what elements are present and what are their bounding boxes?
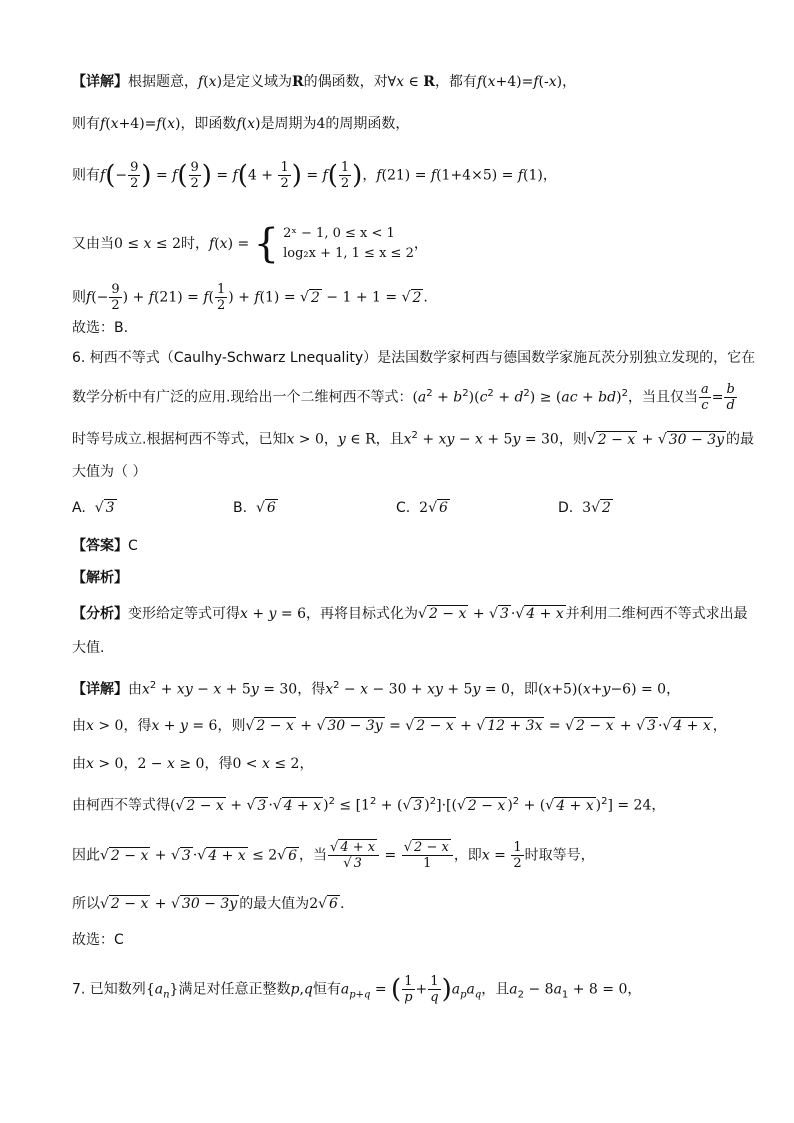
option-a: A. √ 3 bbox=[72, 500, 115, 516]
text: B. bbox=[233, 500, 248, 516]
text: 由柯西不等式得 bbox=[72, 797, 170, 814]
text: 时等号成立.根据柯西不等式，已知 bbox=[72, 431, 287, 448]
text: 恒有 bbox=[312, 981, 341, 998]
solution-line-5: 因此√ 2 − x + √ 3 ·√ 4 + x ≤ 2√ 6 ，当 $\frac{√ 4 + x}{√ 3}$ = $\frac{√ 2 - x}{1}$ ，即x = $\frac{1}{2}$ 时取等号， bbox=[72, 840, 595, 871]
text: A. bbox=[72, 500, 86, 516]
text: 时， bbox=[181, 236, 209, 252]
text: 所以 bbox=[72, 896, 100, 912]
text: 则有 bbox=[72, 167, 100, 184]
solution-line-4: 由柯西不等式得(√ 2 − x + √ 3 ·√ 4 + x )$^2 \le [1^2$ + (√ 3 )$^2$]·[(√ 2 − x )$^2$ + (√ 4 + x )$^2$] = 24， bbox=[72, 796, 666, 814]
detail-label: 【详解】 bbox=[72, 681, 128, 698]
detail-label: 【详解】 bbox=[72, 74, 128, 90]
detail-line-5: 则f(− $\frac{9}{2}$ ) + f(21) = f( $\frac{1}{2}$ ) + f(1) = √ 2 − 1 + 1 = √ 2 . bbox=[72, 282, 428, 313]
text: ，且 bbox=[481, 981, 510, 998]
text: ，得 bbox=[123, 718, 152, 734]
solution-conclusion: 故选：C bbox=[72, 932, 124, 948]
text: 是周期为 bbox=[260, 116, 317, 132]
text: 的最 bbox=[726, 431, 755, 448]
option-c: C. 2√ 6 bbox=[396, 500, 448, 516]
text: 由 bbox=[128, 681, 142, 698]
text: ，得 bbox=[204, 756, 233, 772]
text: 由 bbox=[72, 756, 86, 772]
detail-conclusion: 故选：B. bbox=[72, 320, 129, 336]
detail-line-3: 则有f(− $\frac{9}{2}$ ) = f( $\frac{9}{2}$ ) = f(4 + $\frac{1}{2}$ ) = f( $\frac{1}{2}$ )，f(21) = f(1+4×5) = f(1)， bbox=[72, 160, 557, 191]
text: ，得 bbox=[297, 681, 326, 698]
analysis-line bbox=[72, 568, 754, 588]
text: ，则 bbox=[217, 718, 246, 734]
text: 根据题意， bbox=[128, 74, 198, 90]
text: 满足对任意正整数 bbox=[178, 981, 291, 998]
text: ， bbox=[123, 756, 138, 772]
question-6-line-2: 数学分析中有广泛的应用.现给出一个二维柯西不等式：$(a^2 + b^2)(c^2 + d^2) \ge (ac + bd)^2$，当且仅当 $\frac{a}{c}$ = $\frac{b}{d}$ bbox=[72, 382, 735, 413]
solution-line-3: 由x > 0，2 − x ≥ 0，得0 < x ≤ 2， bbox=[72, 756, 314, 772]
text: 的最大值为 bbox=[239, 896, 310, 912]
detail-line-4: 又由当0 ≤ x ≤ 2时，f(x) = { 2ˣ − 1, 0 ≤ x < 1 log₂x + 1, 1 ≤ x ≤ 2 ， bbox=[72, 221, 428, 267]
analysis-label: 【解析】 bbox=[72, 570, 128, 586]
option-d: D. 3√ 2 bbox=[558, 500, 611, 516]
fenxi-line-1: 【分析】变形给定等式可得x + y = 6，再将目标式化为√ 2 − x + √ 3 ·√ 4 + x 并利用二维柯西不等式求出最 bbox=[72, 606, 748, 622]
text: 2ˣ − 1, 0 ≤ x < 1 bbox=[283, 226, 395, 241]
answer-label: 【答案】 bbox=[72, 538, 128, 554]
solution-line-6: 所以√ 2 − x + √ 30 − 3y 的最大值为2√ 6 . bbox=[72, 896, 345, 912]
text: 的周期函数， bbox=[325, 116, 410, 132]
text: ，且 bbox=[375, 431, 404, 448]
fenxi-line-2: 大值. bbox=[72, 640, 105, 656]
text: ，即函数 bbox=[180, 116, 237, 132]
text: 7. 已知数列 bbox=[72, 981, 146, 998]
text: log₂x + 1, 1 ≤ x ≤ 2 bbox=[283, 246, 414, 261]
text: 时取等号， bbox=[524, 847, 595, 864]
solution-line-2: 由x > 0，得x + y = 6，则√ 2 − x + √ 30 − 3y = √ 2 − x + √ 12 + 3x = √ 2 − x + √ 3 ·√ 4 + x ， bbox=[72, 718, 727, 734]
text: ，当 bbox=[299, 847, 328, 864]
question-7-line-1: 7. 已知数列$\{a_n\}$满足对任意正整数p,q恒有$a_{p+q}$ = ( $\frac{1}{p}$ + $\frac{1}{q}$ )$a_pa_q$，且$a_2 - 8a_1 + 8 = 0$， bbox=[72, 974, 642, 1005]
text: 的偶函数，对 bbox=[303, 74, 388, 90]
text: 由 bbox=[72, 718, 86, 734]
option-b: B. √ 6 bbox=[233, 500, 276, 516]
text: ，都有 bbox=[434, 74, 477, 90]
text: D. bbox=[558, 500, 574, 516]
text: 数学分析中有广泛的应用.现给出一个二维柯西不等式： bbox=[72, 389, 413, 406]
text: ，当且仅当 bbox=[627, 389, 698, 406]
detail-line-2: 则有f(x+4)=f(x)，即函数f(x)是周期为4的周期函数， bbox=[72, 116, 410, 132]
question-6-line-4: 大值为（ ） bbox=[72, 464, 147, 480]
question-6-line-3: 时等号成立.根据柯西不等式，已知x > 0，y ∈ R，且$x^2$ + xy − x + 5y = 30，则√ 2 − x + √ 30 − 3y 的最 bbox=[72, 430, 755, 448]
answer-value: C bbox=[128, 538, 138, 554]
text: 则 bbox=[72, 289, 86, 306]
text: ，即 bbox=[453, 847, 482, 864]
text: ，则 bbox=[558, 431, 587, 448]
text: 4 bbox=[316, 116, 326, 132]
text: 并利用二维柯西不等式求出最 bbox=[565, 606, 748, 622]
text: 因此 bbox=[72, 847, 100, 864]
text: ，即 bbox=[509, 681, 538, 698]
text: 则有 bbox=[72, 116, 100, 132]
question-6-line-1: 6. 柯西不等式（Caulhy-Schwarz Lnequality）是法国数学家柯西与德国数学家施瓦茨分别独立发现的，它在 bbox=[72, 350, 756, 366]
text: ，再将目标式化为 bbox=[306, 606, 419, 622]
text: C. bbox=[396, 500, 411, 516]
solution-line-1: 【详解】由$x^2$ + xy − x + 5y = 30，得$x^2 - x - 30$ + xy + 5y = 0，即(x+5)(x+y−6) = 0， bbox=[72, 680, 681, 698]
answer-line bbox=[72, 536, 754, 556]
detail-line-1: 【详解】根据题意，f(x)是定义域为R的偶函数，对∀x ∈ R，都有f(x+4)=f(-x)， bbox=[72, 74, 577, 90]
fenxi-label: 【分析】 bbox=[72, 606, 128, 622]
text: 又由当 bbox=[72, 236, 114, 252]
text: 是定义域为 bbox=[222, 74, 293, 90]
text: 变形给定等式可得 bbox=[128, 606, 240, 622]
